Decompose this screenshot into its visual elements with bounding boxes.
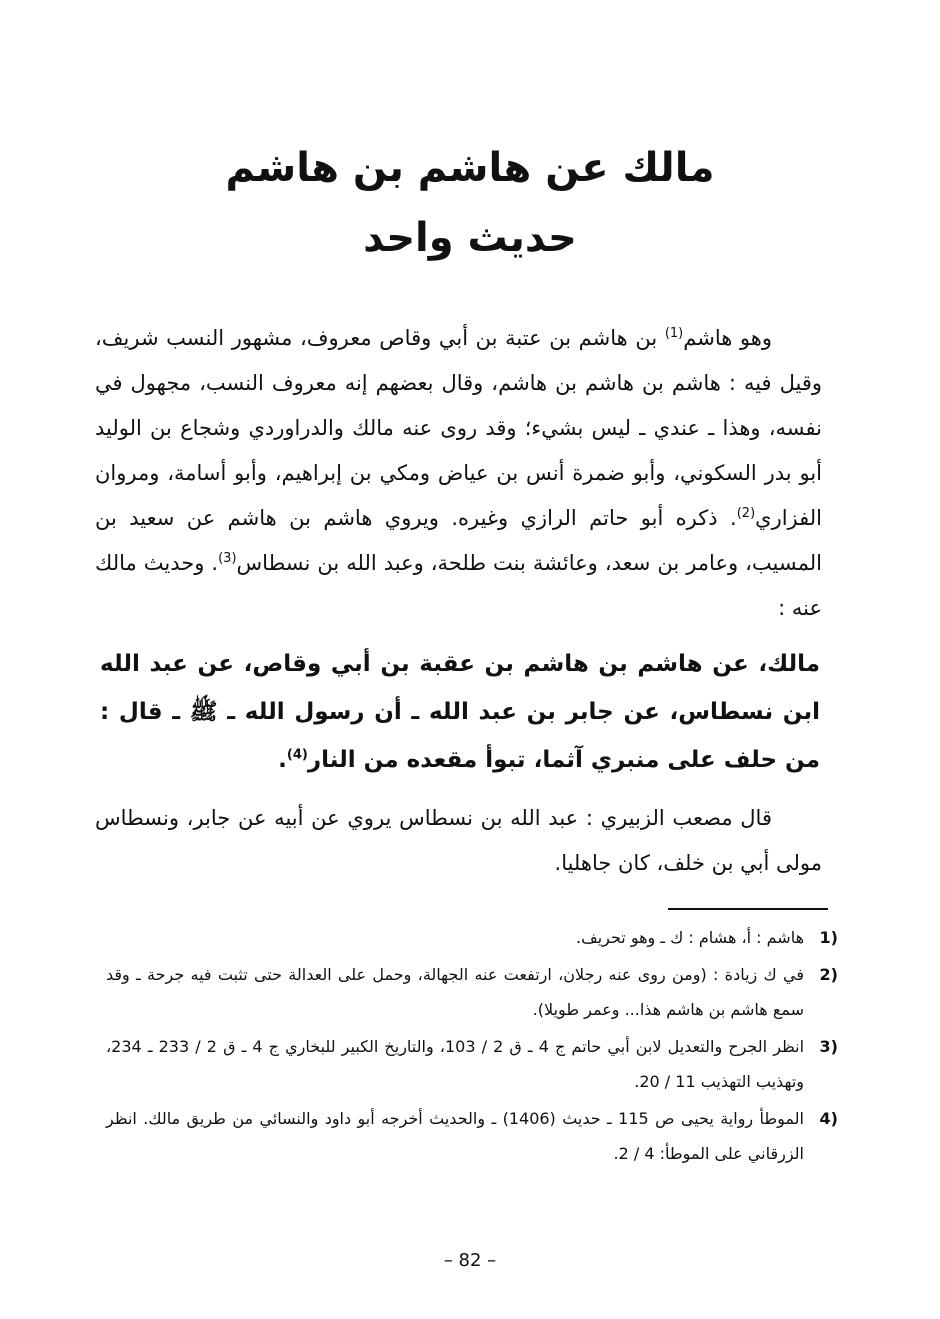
chapter-subtitle: حديث واحد [363,215,577,261]
footnote-number: 4) [819,1109,838,1128]
footnote-divider [668,908,828,910]
footnote-item [106,920,838,955]
footnote-text: الموطأ رواية يحيى ص 115 ـ حديث (1406) ـ والحديث أخرجه أبو داود والنسائي من طريق مالك. انظر الزرقاني على الموطأ: 4 / 2. [106,1109,804,1163]
footnote-number: 3) [819,1037,838,1056]
footnote-ref-3: (3) [218,551,237,566]
intro-text-1: وهو هاشم [683,326,772,350]
footnote-item [106,1101,838,1171]
footnote-ref-1: (1) [664,326,684,341]
chapter-title: مالك عن هاشم بن هاشم [225,145,715,191]
intro-text-4: . وحديث مالك عنه : [95,551,822,620]
footnote-ref-2: (2) [736,506,756,521]
footnote-item [106,957,838,1027]
footnote-text: هاشم : أ، هشام : ك ـ وهو تحريف. [576,928,804,947]
comment-paragraph: قال مصعب الزبيري : عبد الله بن نسطاس يروي عن أبيه عن جابر، ونسطاس مولى أبي بن خلف، كان جاهليا. [95,806,822,875]
footnote-number: 2) [819,965,838,984]
intro-paragraph [95,316,822,631]
footnotes-list [106,920,838,1171]
hadith-paragraph [100,640,820,784]
hadith-text: مالك، عن هاشم بن هاشم بن عقبة بن أبي وقاص، عن عبد الله ابن نسطاس، عن جابر بن عبد الله ـ أن رسول الله ـ ﷺ ـ قال : من حلف على منبري آثما، تبوأ مقعده من النار [100,651,820,773]
footnote-number: 1) [819,928,838,947]
footnote-ref-4: (4) [286,747,308,763]
page-number: – 82 – [443,1250,497,1271]
footnote-text: انظر الجرح والتعديل لابن أبي حاتم ج 4 ـ ق 2 / 103، والتاريخ الكبير للبخاري ج 4 ـ ق 2 / 233 ـ 234، وتهذيب التهذيب 11 / 20. [106,1037,805,1091]
footnote-item [106,1029,838,1099]
hadith-end: . [278,747,287,773]
intro-text-3: . ذكره أبو حاتم الرازي وغيره. ويروي هاشم بن هاشم عن سعيد بن المسيب، وعامر بن سعد، وعائشة بنت طلحة، وعبد الله بن نسطاس [95,506,822,575]
footnote-text: في ك زيادة : (ومن روى عنه رجلان، ارتفعت عنه الجهالة، وحمل على العدالة حتى تثبت فيه جرحة ـ وقد سمع هاشم بن هاشم هذا... وعمر طويلا). [106,965,804,1019]
intro-text-2: بن هاشم بن عتبة بن أبي وقاص معروف، مشهور النسب شريف، وقيل فيه : هاشم بن هاشم بن هاشم، وقال بعضهم إنه معروف النسب، مجهول في نفسه، وهذا ـ عندي ـ ليس بشيء؛ وقد روى عنه مالك والدراوردي وشجاع بن الوليد أبو بدر السكوني، وأبو ضمرة أنس بن عياض ومكي بن إبراهيم، وأبو أسامة، ومروان الفزاري [95,326,822,530]
